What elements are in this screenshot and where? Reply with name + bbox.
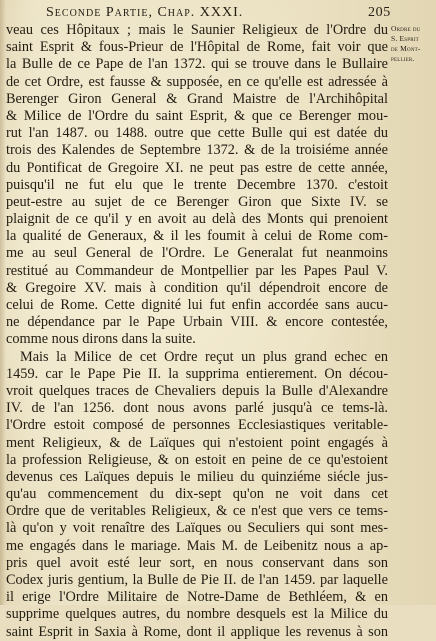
text-line: Codex juris gentium, la Bulle de Pie II. de l'an 1459. par laquelle: [6, 572, 388, 588]
text-line: 1459. car le Pape Pie II. la supprima entierement. On décou-: [6, 365, 388, 382]
text-line: celui de Rome. Cette dignité lui fut enfin accordée sans aucu-: [6, 297, 388, 313]
text-line: saint Esprit in Saxia à Rome, dont il applique les revenus à son: [6, 623, 388, 640]
marginal-note-line: pellier.: [391, 54, 415, 63]
running-head: Seconde Partie, Chap. XXXI.: [46, 5, 244, 20]
text-line: ment Religieux, & de Laïques qui n'estoient point engagés à: [6, 434, 388, 451]
text-line: supprime quelques autres, du nombre desquels est la Milice du: [6, 606, 388, 623]
page-number: 205: [368, 5, 391, 20]
text-line: rut l'an 1487. ou 1488. outre que cette Bulle qui est datée du: [6, 125, 388, 142]
marginal-note: [391, 24, 435, 64]
text-line: Mais la Milice de cet Ordre reçut un plus grand echec en: [20, 348, 388, 365]
text-line: la Bulle de ce Pape de l'an 1372. qui se trouve dans le Bullaire: [6, 56, 388, 73]
text-line: vroit quelques traces de Chevaliers depuis la Bulle d'Alexandre: [6, 382, 388, 399]
text-line: devenus ces Laïques depuis le milieu du quinziéme siécle jus-: [6, 468, 388, 485]
text-line: saint Esprit & fous-Prieur de l'Hôpital de Rome, fait voir que: [6, 39, 388, 56]
marginal-note-line: S. Esprit: [391, 34, 419, 43]
text-line: pris quel avoit esté leur sort, en nous conservant dans son: [6, 554, 388, 571]
page-header: [0, 3, 436, 23]
text-line: ne dépendance par le Pape Urbain VIII. & encore contestée,: [6, 314, 388, 331]
text-line: la profession Religieuse, & on estoit en peine de ce qu'estoient: [6, 451, 388, 468]
text-line: de cet Ordre, est fausse & supposée, en ce qu'elle est adressée à: [6, 73, 388, 90]
body-text: [0, 22, 390, 641]
text-line: du Pontificat de Gregoire XI. ne peut pas estre de cette année,: [6, 159, 388, 176]
text-line: peut-estre au sujet de ce Berenger Giron que Sixte IV. se: [6, 193, 388, 210]
text-line: & Gregoire XV. mais à condition qu'il dépendroit encore de: [6, 279, 388, 296]
text-line: veau ces Hôpitaux ; mais le Saunier Religieux de l'Ordre du: [6, 22, 388, 38]
text-line: qu'au commencement du dix-sept qu'on ne voit dans cet: [6, 486, 388, 503]
text-line: il erige l'Ordre Militaire de Notre-Dame de Bethléem, & en: [6, 589, 388, 606]
text-line: restitué au Commandeur de Montpellier par les Papes Paul V.: [6, 262, 388, 279]
marginal-note-line: de Mont-: [391, 44, 421, 53]
text-line: me au seul General de l'Ordre. Le Generalat fut neanmoins: [6, 245, 388, 262]
text-line: trois des Kalendes de Septembre 1372. & de la troisiéme année: [6, 142, 388, 159]
text-line: Berenger Giron General & Grand Maistre de l'Archihôpital: [6, 90, 388, 107]
text-line: IV. de l'an 1256. dont nous avons parlé jusqu'à ce tems-là.: [6, 400, 388, 417]
text-line: me engagés dans le mariage. Mais M. de Leibenitz nous a ap-: [6, 537, 388, 554]
text-line: plaignit de ce qu'il y en avoit au delà des Monts qui prenoient: [6, 211, 388, 228]
marginal-note-line: Ordre du: [391, 24, 421, 33]
text-line: la qualité de Generaux, & il les foumit à celui de Rome com-: [6, 228, 388, 245]
text-line: & Milice de l'Ordre du saint Esprit, & que ce Berenger mou-: [6, 107, 388, 124]
text-line: l'Ordre estoit composé de personnes Ecclesiastiques veritable-: [6, 417, 388, 434]
text-line: puisqu'il ne fut elu que le trente Decembre 1370. c'estoit: [6, 176, 388, 193]
text-line: Ordre que de veritables Religieux, & ce n'est que vers ce tems-: [6, 503, 388, 520]
text-line: là qu'on y voit renaître des Laïques ou Seculiers qui sont mes-: [6, 520, 388, 537]
text-line: comme nous dirons dans la suite.: [6, 331, 196, 348]
